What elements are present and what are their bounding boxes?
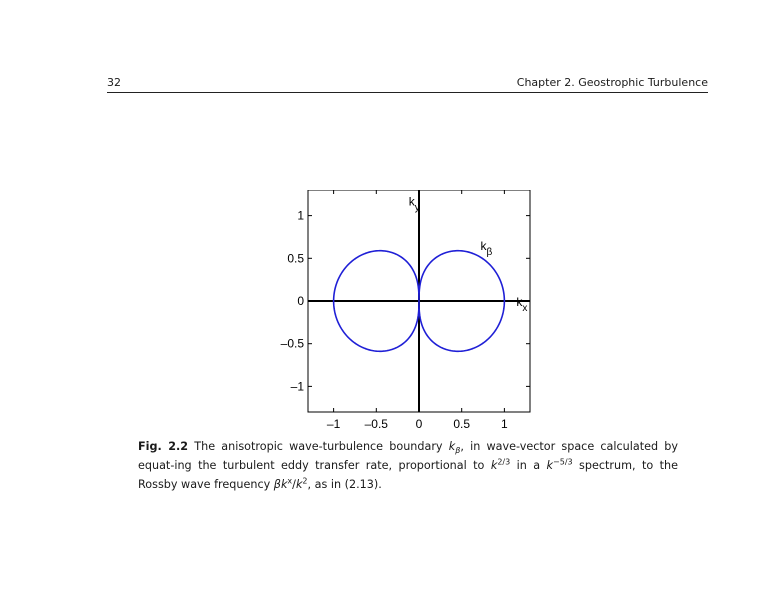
figure-caption: Fig. 2.2 The anisotropic wave-turbulence boundary $k_\beta$, in wave-vector space calculated by equat-ing the turbulent eddy transfer rate, proportional to $k^{2/3}$ in a $k^{-5/3}$ spectrum, to the Rossby wave frequency $\beta k^x/k^2$, as in (2.13). [138,440,678,491]
page-header [107,76,708,92]
running-title: Chapter 2. Geostrophic Turbulence [516,76,708,89]
caption-beta-freq: β [273,478,281,491]
caption-k-denom: k [295,478,303,491]
caption-exp-23: 2/3 [497,457,511,467]
x-tick-label: 0 [415,417,423,431]
x-tick-label: –1 [326,417,341,431]
caption-exp-2: 2 [302,476,308,486]
caption-exp-x: x [287,476,293,486]
caption-k-53: k [546,459,554,472]
caption-k-23: k [490,459,498,472]
caption-k-symbol: k [448,440,456,453]
y-tick-label: 0 [297,294,304,308]
caption-text-3: in a [516,459,541,472]
caption-text-1: The anisotropic wave-turbulence boundary [194,440,443,453]
header-rule [107,92,708,93]
caption-text-2: , in wave-vector space calculated by equat-ing the turbulent eddy transfer rate, proportional to [138,440,678,472]
y-tick-label: –1 [290,379,304,394]
figure-2-2-plot [260,190,550,435]
x-tick-label: –0.5 [364,417,388,431]
caption-beta-symbol: β [455,446,461,456]
x-tick-label: 0.5 [453,417,471,431]
caption-label: Fig. 2.2 [138,440,189,453]
ky-label: $k_y$ [408,194,420,214]
y-tick-label: –0.5 [280,336,304,351]
caption-k-freq: k [280,478,288,491]
caption-text-4: spectrum, to the Rossby wave frequency [138,459,678,491]
y-tick-label: 1 [297,208,304,223]
kx-label: $k_x$ [516,295,528,315]
x-tick-label: 1 [501,417,508,431]
page-number: 32 [107,76,121,89]
y-tick-label: 0.5 [287,251,304,266]
kbeta-label: $k_\beta$ [480,238,493,258]
caption-exp-53: −5/3 [553,457,573,467]
caption-text-5: , as in (2.13). [307,478,382,491]
